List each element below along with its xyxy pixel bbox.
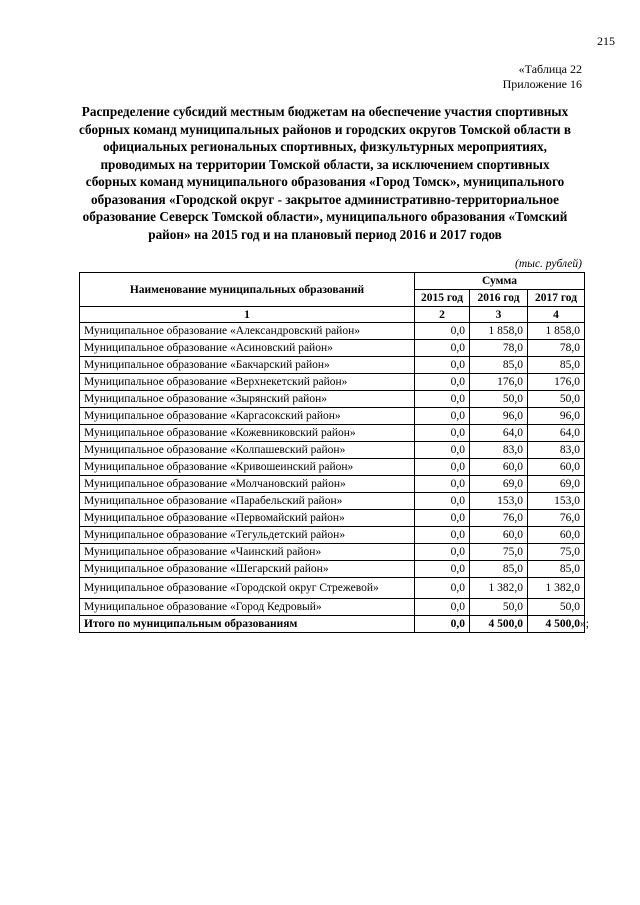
table-row [80,459,585,476]
table-row [80,425,585,442]
value-2016: 50,0 [470,391,528,408]
table-row [80,408,585,425]
value-2015: 0,0 [415,527,470,544]
column-number: 2 [415,307,470,323]
value-2017: 60,0 [528,527,585,544]
value-2015: 0,0 [415,476,470,493]
column-header-2015: 2015 год [415,290,470,307]
value-2017: 76,0 [528,510,585,527]
value-2015: 0,0 [415,544,470,561]
closing-quote-suffix: »; [580,618,589,630]
value-2017: 176,0 [528,374,585,391]
value-2015: 0,0 [415,357,470,374]
value-2015: 0,0 [415,599,470,616]
table-row [80,391,585,408]
value-2016: 85,0 [470,561,528,578]
value-2017: 78,0 [528,340,585,357]
table-row [80,599,585,616]
value-2016: 1 382,0 [470,578,528,599]
document-title: Распределение субсидий местным бюджетам на обеспечение участия спортивных сборных команд муниципальных районов и городских округов Томской области в официальных региональных спортивных, физкультурных мероприятиях, проводимых на территории Томской области, за исключением спортивных сборных команд муниципального образования «Город Томск», муниципального образования «Городской округ - закрытое административно-территориальное образование Северск Томской области», муниципального образования «Томский район» на 2015 год и на плановый период 2016 и 2017 годов [79,104,571,242]
page-number: 215 [597,34,615,48]
value-2016: 50,0 [470,599,528,616]
value-2015: 0,0 [415,323,470,340]
table-row [80,357,585,374]
value-2015: 0,0 [415,459,470,476]
value-2016: 60,0 [470,527,528,544]
value-2017: 50,0 [528,391,585,408]
municipality-name: Муниципальное образование «Шегарский район» [80,561,415,578]
value-2015: 0,0 [415,578,470,599]
column-number: 1 [80,307,415,323]
value-2016: 76,0 [470,510,528,527]
table-row [80,442,585,459]
table-row [80,340,585,357]
column-number: 3 [470,307,528,323]
municipality-name: Муниципальное образование «Бакчарский район» [80,357,415,374]
column-header-name: Наименование муниципальных образований [80,273,415,307]
value-2016: 60,0 [470,459,528,476]
total-2015: 0,0 [415,616,470,633]
value-2015: 0,0 [415,510,470,527]
municipality-name: Муниципальное образование «Кривошеинский район» [80,459,415,476]
value-2015: 0,0 [415,561,470,578]
table-label: «Таблица 22 [518,62,582,76]
municipality-name: Муниципальное образование «Городской округ Стрежевой» [80,578,415,599]
value-2017: 64,0 [528,425,585,442]
municipality-name: Муниципальное образование «Зырянский район» [80,391,415,408]
value-2015: 0,0 [415,391,470,408]
value-2016: 153,0 [470,493,528,510]
table-row [80,544,585,561]
value-2015: 0,0 [415,425,470,442]
table-row [80,510,585,527]
value-2015: 0,0 [415,493,470,510]
table-reference [503,62,582,92]
value-2016: 75,0 [470,544,528,561]
value-2015: 0,0 [415,374,470,391]
municipality-name: Муниципальное образование «Первомайский район» [80,510,415,527]
column-number-row [80,307,585,323]
value-2017: 1 382,0 [528,578,585,599]
table-row [80,476,585,493]
municipality-name: Муниципальное образование «Каргасокский район» [80,408,415,425]
units-label: (тыс. рублей) [515,258,582,270]
value-2015: 0,0 [415,340,470,357]
value-2016: 83,0 [470,442,528,459]
column-header-sum: Сумма [415,273,585,290]
total-2017 [528,616,589,633]
appendix-label: Приложение 16 [502,77,582,91]
municipality-name: Муниципальное образование «Чаинский район» [80,544,415,561]
column-number: 4 [528,307,585,323]
value-2016: 1 858,0 [470,323,528,340]
municipality-name: Муниципальное образование «Колпашевский район» [80,442,415,459]
municipality-name: Муниципальное образование «Молчановский район» [80,476,415,493]
value-2017: 60,0 [528,459,585,476]
value-2015: 0,0 [415,442,470,459]
municipality-name: Муниципальное образование «Александровский район» [80,323,415,340]
table-row [80,493,585,510]
value-2016: 85,0 [470,357,528,374]
municipality-name: Муниципальное образование «Тегульдетский район» [80,527,415,544]
table-header-row [80,273,585,290]
column-header-2016: 2016 год [470,290,528,307]
value-2017: 1 858,0 [528,323,585,340]
value-2017: 75,0 [528,544,585,561]
total-2016: 4 500,0 [470,616,528,633]
value-2016: 78,0 [470,340,528,357]
column-header-2017: 2017 год [528,290,585,307]
value-2017: 85,0 [528,357,585,374]
value-2017: 96,0 [528,408,585,425]
table-row [80,561,585,578]
table-row [80,527,585,544]
total-label: Итого по муниципальным образованиям [80,616,415,633]
value-2017: 85,0 [528,561,585,578]
value-2016: 69,0 [470,476,528,493]
total-2017-value: 4 500,0 [545,618,580,630]
municipality-name: Муниципальное образование «Парабельский район» [80,493,415,510]
table-row [80,323,585,340]
value-2017: 69,0 [528,476,585,493]
table-row [80,578,585,599]
value-2015: 0,0 [415,408,470,425]
value-2016: 176,0 [470,374,528,391]
municipality-name: Муниципальное образование «Кожевниковский район» [80,425,415,442]
subsidy-table [79,272,589,633]
table-row [80,374,585,391]
value-2016: 64,0 [470,425,528,442]
value-2016: 96,0 [470,408,528,425]
municipality-name: Муниципальное образование «Асиновский район» [80,340,415,357]
municipality-name: Муниципальное образование «Город Кедровый» [80,599,415,616]
municipality-name: Муниципальное образование «Верхнекетский район» [80,374,415,391]
value-2017: 83,0 [528,442,585,459]
total-row [80,616,585,633]
value-2017: 153,0 [528,493,585,510]
value-2017: 50,0 [528,599,585,616]
